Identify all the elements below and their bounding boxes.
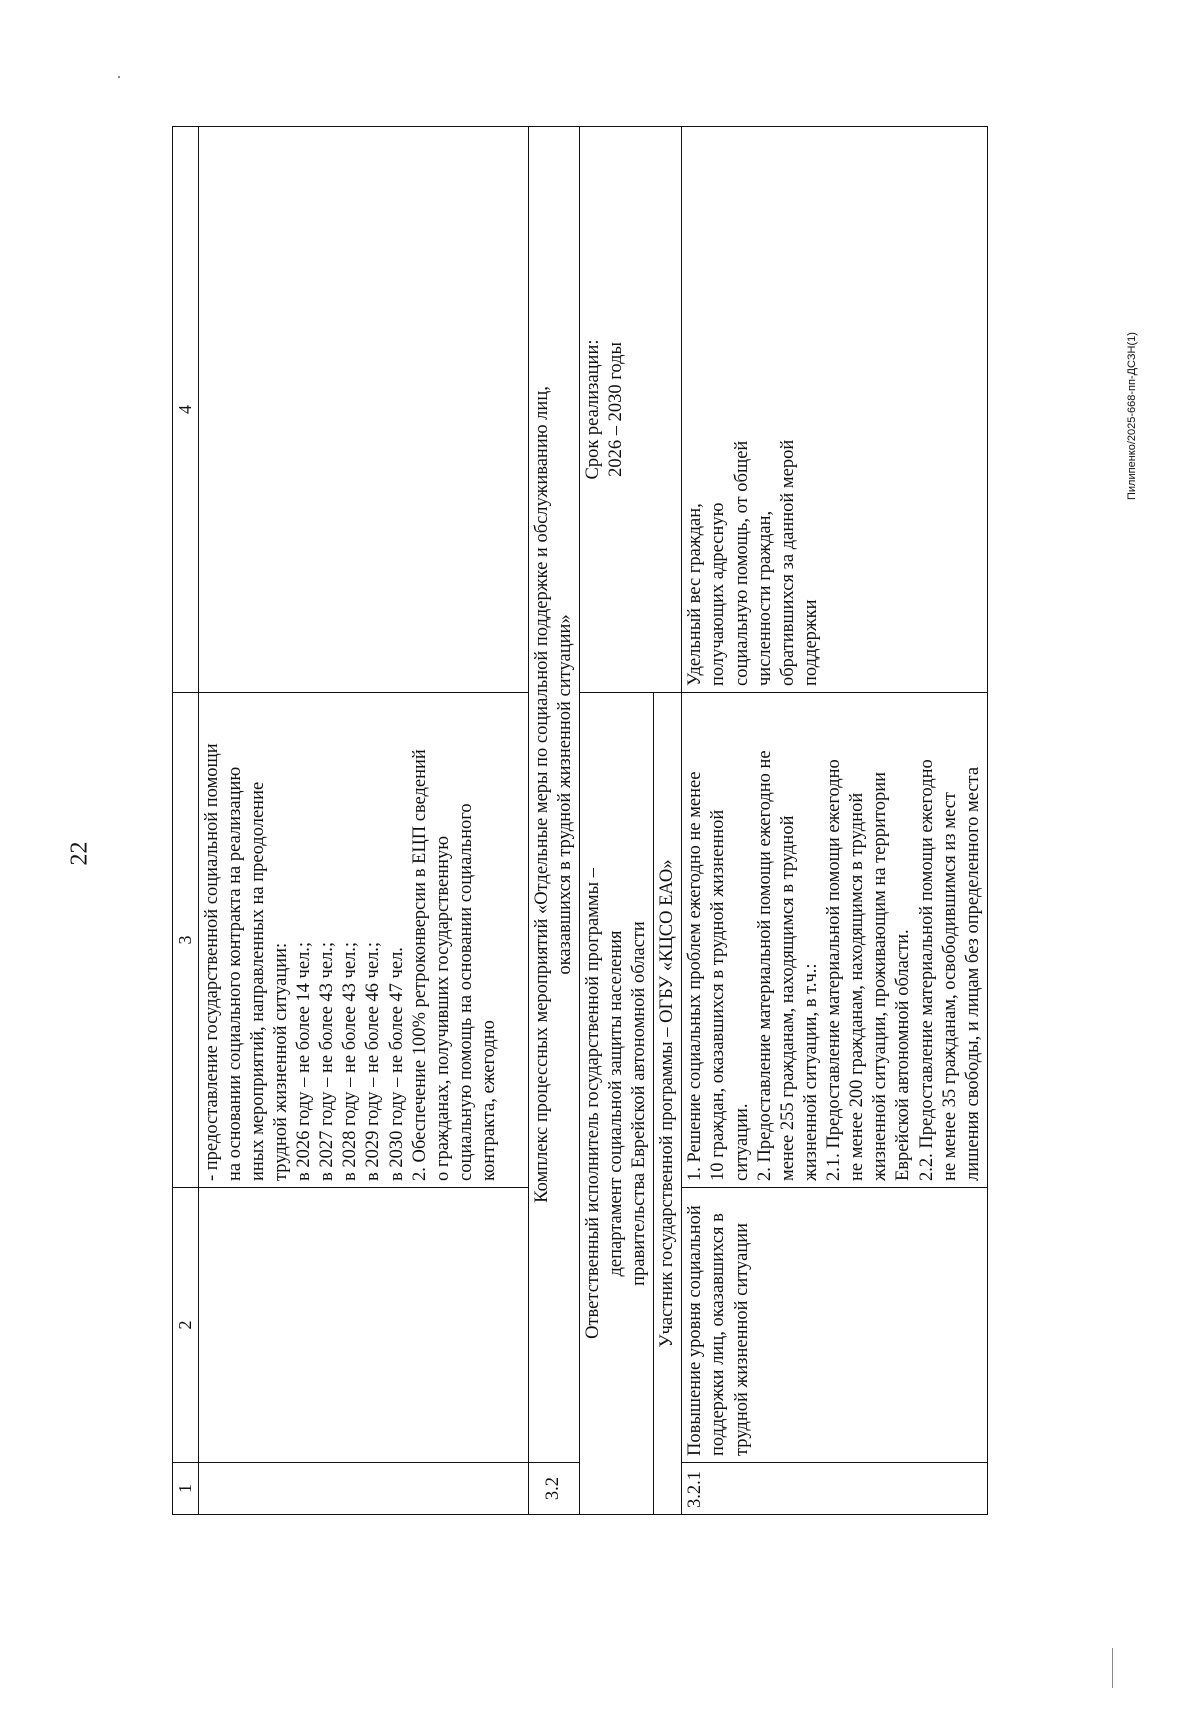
- text-line: поддержки лиц, оказавшихся в: [708, 1213, 729, 1456]
- text-line: получающих адресную: [708, 502, 729, 686]
- section-title-line-2: оказавшихся в трудной жизненной ситуации»: [554, 614, 575, 975]
- text-line: контракта, ежегодно: [479, 1020, 499, 1181]
- header-row: [173, 127, 199, 1515]
- margin-line: [1112, 1648, 1113, 1688]
- text-line: на основании социального контракта на реализацию: [224, 766, 245, 1181]
- term-line-2: 2026 – 2030 годы: [605, 342, 626, 477]
- text-line: в 2030 году – не более 47 чел.: [386, 947, 407, 1181]
- program-participant: Участник государственной программы – ОГБУ «КЦСО ЕАО»: [654, 693, 682, 1515]
- section-title-line-1: Комплекс процессных мероприятий «Отдельные меры по социальной поддержке и обслуживанию лиц,: [531, 386, 552, 1203]
- text-line: жизненной ситуации, проживающим на территории: [870, 772, 891, 1181]
- text-line: трудной жизненной ситуации:: [270, 942, 291, 1181]
- footer-container: [1126, 120, 1152, 500]
- header-col-4: 4: [173, 127, 199, 693]
- text-line: Еврейской автономной области.: [893, 929, 914, 1181]
- section-number: 3.2: [528, 1463, 579, 1515]
- text-line: 1. Решение социальных проблем ежегодно не менее: [685, 771, 706, 1181]
- text-line: не менее 200 гражданам, находящимся в трудной: [847, 792, 868, 1181]
- row-3-2-1-number: 3.2.1: [682, 1463, 988, 1515]
- text-line: в 2028 году – не более 43 чел.;: [340, 941, 361, 1181]
- text-line: - предоставление государственной социальной помощи: [201, 743, 222, 1181]
- program-table: [172, 126, 988, 1515]
- responsible-line-1: Ответственный исполнитель государственной программы –: [582, 868, 603, 1339]
- text-line: 2. Обеспечение 100% ретроконверсии в ЕЦП сведений: [409, 749, 430, 1181]
- text-line: 2. Предоставление материальной помощи ежегодно не: [754, 750, 775, 1181]
- section-row: [528, 127, 579, 1515]
- continued-col-4: [198, 127, 528, 693]
- text-line: численности граждан,: [754, 510, 775, 686]
- text-line: 10 граждан, оказавшихся в трудной жизненной: [708, 809, 729, 1181]
- header-col-1: 1: [173, 1463, 199, 1515]
- implementation-term: [579, 127, 682, 693]
- text-line: в 2027 году – не более 43 чел.;: [317, 941, 338, 1181]
- text-line: иных мероприятий, направленных на преодоление: [247, 781, 268, 1181]
- text-line: в 2026 году – не более 14 чел.;: [294, 941, 314, 1181]
- text-line: трудной жизненной ситуации: [731, 1222, 752, 1456]
- text-line: социальную помощь на основании социального: [455, 803, 476, 1181]
- responsible-row: [579, 127, 653, 1515]
- text-line: не менее 35 гражданам, освободившимся из мест: [939, 792, 960, 1181]
- row-3-2-1-indicator: [682, 127, 988, 693]
- row-3-2-1-goal: [682, 1188, 988, 1463]
- text-line: социальную помощь, от общей: [731, 440, 752, 686]
- text-line: 2.2. Предоставление материальной помощи ежегодно: [916, 759, 937, 1181]
- continued-col-2: [198, 1188, 528, 1463]
- text-line: поддержки: [800, 599, 821, 686]
- term-line-1: Срок реализации:: [582, 339, 603, 480]
- text-line: менее 255 гражданам, находящимся в трудной: [777, 815, 798, 1181]
- text-line: в 2029 году – не более 46 чел.;: [363, 941, 384, 1181]
- header-col-2: 2: [173, 1188, 199, 1463]
- page-number: 22: [66, 841, 93, 866]
- section-title: [528, 127, 579, 1463]
- text-line: о гражданах, получивших государственную: [432, 835, 453, 1181]
- text-line: обратившихся за данной мерой: [777, 439, 798, 686]
- responsible-line-3: правительства Еврейской автономной области: [629, 921, 649, 1286]
- text-line: Повышение уровня социальной: [685, 1205, 706, 1456]
- text-line: ситуации.: [731, 1103, 752, 1181]
- text-line: лишения свободы, и лицам без определенного места: [962, 766, 983, 1181]
- row-3-2-1: [682, 127, 988, 1515]
- text-line: Удельный вес граждан,: [685, 503, 706, 686]
- text-line: 2.1. Предоставление материальной помощи ежегодно: [824, 759, 844, 1181]
- scan-speck: [118, 76, 120, 78]
- continued-col-1: [198, 1463, 528, 1515]
- continued-col-3: [198, 693, 528, 1188]
- header-col-3: 3: [173, 693, 199, 1188]
- row-3-2-1-results: [682, 693, 988, 1188]
- rotated-table-container: [172, 127, 1092, 1515]
- responsible-line-2: департамент социальной защиты населения: [605, 930, 626, 1277]
- responsible-executor: [579, 693, 653, 1515]
- document-footer: Пилипенко/2025-668-пп-ДСЗН(1): [1126, 332, 1138, 500]
- continued-row: [198, 127, 528, 1515]
- text-line: жизненной ситуации, в т.ч.:: [800, 963, 821, 1181]
